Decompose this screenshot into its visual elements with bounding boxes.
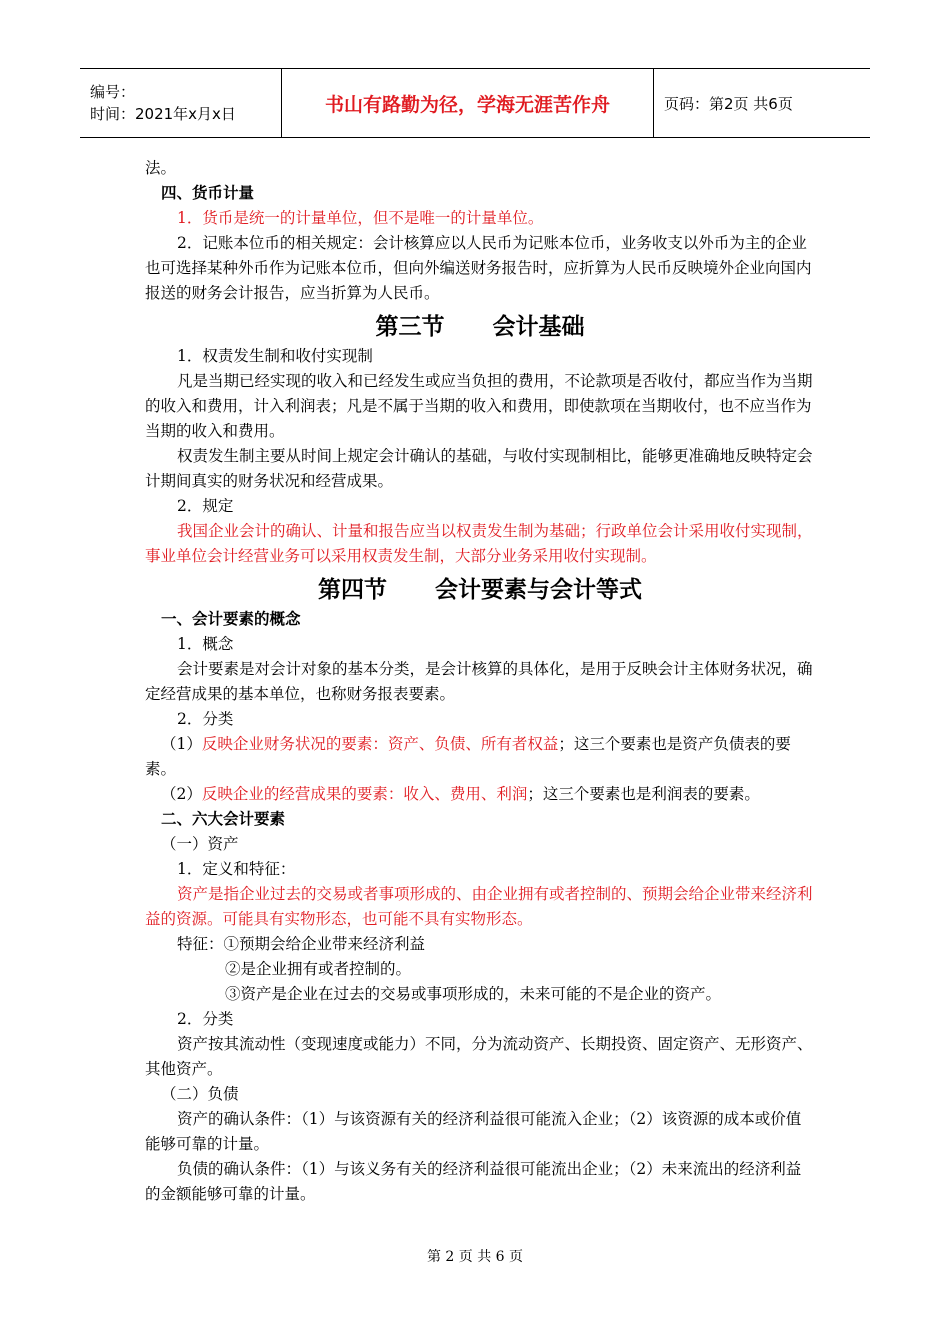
paragraph: 法。 <box>145 159 177 177</box>
heading-element-concept: 一、会计要素的概念 <box>161 610 301 628</box>
doc-date-label: 时间：2021年x月x日 <box>90 105 236 123</box>
paragraph: 会计要素是对会计对象的基本分类，是会计核算的具体化，是用于反映会计主体财务状况，确定经营成果的基本单位，也称财务报表要素。 <box>145 660 813 703</box>
section-title-4: 第四节 会计要素与会计等式 <box>317 577 643 603</box>
paragraph: 1．定义和特征： <box>177 860 296 878</box>
header-page-number: 页码：第2页 共6页 <box>664 94 793 113</box>
paragraph: 凡是当期已经实现的收入和已经发生或应当负担的费用，不论款项是否收付，都应当作为当期的收入和费用，计入利润表；凡是不属于当期的收入和费用，即使款项在当期收付，也不应当作为当期的收入和费用。 <box>145 372 813 440</box>
feature-line: 特征：①预期会给企业带来经济利益 <box>177 935 426 953</box>
plain-text: ；这三个要素也是利润表的要素。 <box>527 785 760 803</box>
paragraph: 负债的确认条件：（1）与该义务有关的经济利益很可能流出企业；（2）未来流出的经济利益的金额能够可靠的计量。 <box>145 1160 802 1203</box>
section-title-3: 第三节 会计基础 <box>375 314 585 340</box>
paragraph: 2．记账本位币的相关规定：会计核算应以人民币为记账本位币，业务收支以外币为主的企业也可选择某种外币作为记账本位币，但向外编送财务报告时，应折算为人民币反映境外企业向国内报送的财务会计报告，应当折算为人民币。 <box>145 234 812 302</box>
paragraph: 1．权责发生制和收付实现制 <box>177 347 373 365</box>
heading-six-elements: 二、六大会计要素 <box>161 810 286 828</box>
plain-text: ；这三个要素也是资产负债表的要素。 <box>145 735 791 778</box>
item-number: （2） <box>161 785 202 803</box>
document-body <box>145 156 815 1207</box>
heading-money-measurement: 四、货币计量 <box>161 184 255 202</box>
feature-line: ②是企业拥有或者控制的。 <box>225 960 412 978</box>
paragraph <box>145 732 815 782</box>
highlighted-text: 反映企业财务状况的要素：资产、负债、所有者权益 <box>201 735 559 753</box>
doc-number-label: 编号： <box>90 83 136 101</box>
highlighted-text: 反映企业的经营成果的要素：收入、费用、利润 <box>201 785 528 803</box>
header-motto: 书山有路勤为径，学海无涯苦作舟 <box>282 69 654 137</box>
paragraph: 资产是指企业过去的交易或者事项形成的、由企业拥有或者控制的、预期会给企业带来经济利益的资源。可能具有实物形态，也可能不具有实物形态。 <box>145 885 813 928</box>
page-header <box>80 68 870 138</box>
paragraph: （二）负债 <box>161 1085 239 1103</box>
header-meta <box>80 69 282 137</box>
paragraph: 1．货币是统一的计量单位，但不是唯一的计量单位。 <box>177 209 544 227</box>
paragraph: 资产按其流动性（变现速度或能力）不同，分为流动资产、长期投资、固定资产、无形资产、其他资产。 <box>145 1035 813 1078</box>
paragraph: 1．概念 <box>177 635 234 653</box>
paragraph: 2．规定 <box>177 497 234 515</box>
paragraph: （一）资产 <box>161 835 239 853</box>
paragraph: 我国企业会计的确认、计量和报告应当以权责发生制为基础；行政单位会计采用收付实现制，事业单位会计经营业务可以采用权责发生制，大部分业务采用收付实现制。 <box>145 522 813 565</box>
paragraph: 权责发生制主要从时间上规定会计确认的基础，与收付实现制相比，能够更准确地反映特定会计期间真实的财务状况和经营成果。 <box>145 447 813 490</box>
paragraph: 2．分类 <box>177 710 234 728</box>
feature-line: ③资产是企业在过去的交易或事项形成的，未来可能的不是企业的资产。 <box>225 985 722 1003</box>
item-number: （1） <box>161 735 202 753</box>
paragraph: 资产的确认条件：（1）与该资源有关的经济利益很可能流入企业；（2）该资源的成本或价值能够可靠的计量。 <box>145 1110 802 1153</box>
paragraph <box>145 782 815 807</box>
page-footer: 第 2 页 共 6 页 <box>426 1249 524 1265</box>
paragraph: 2．分类 <box>177 1010 234 1028</box>
